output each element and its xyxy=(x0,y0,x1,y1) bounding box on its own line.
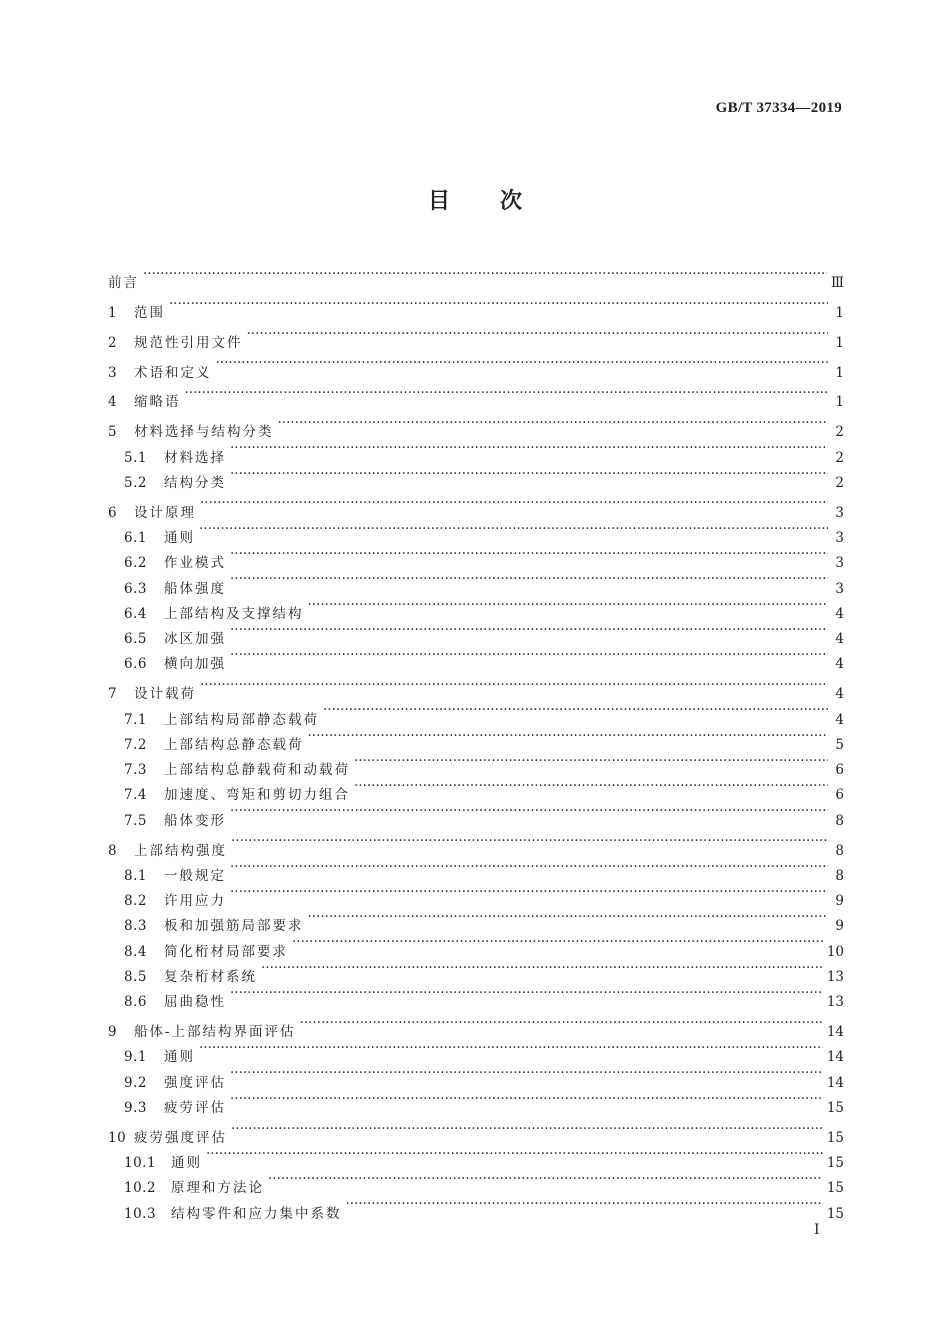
toc-dot-leader xyxy=(230,462,828,487)
toc-entry-number: 8.1 xyxy=(124,867,147,884)
toc-entry-title: 上部结构及支撑结构 xyxy=(164,605,304,622)
toc-entry-number: 8.6 xyxy=(124,994,147,1011)
toc-dot-leader xyxy=(308,593,829,618)
toc-entry-number: 6.2 xyxy=(124,555,147,572)
toc-entry-page: 2 xyxy=(835,474,844,491)
toc-entry-page: 4 xyxy=(835,631,844,648)
toc-entry-number: 6.3 xyxy=(124,580,147,597)
toc-entry-title: 通则 xyxy=(171,1155,202,1172)
toc-dot-leader xyxy=(231,829,828,854)
toc-entry-number: 7.2 xyxy=(124,736,147,753)
toc-entry-number: 9.1 xyxy=(124,1049,147,1066)
toc-entry-page: 15 xyxy=(826,1180,844,1197)
toc-entry-number: 3 xyxy=(108,364,118,381)
toc-dot-leader xyxy=(143,262,827,287)
toc-entry-page: 3 xyxy=(835,504,844,521)
toc-entry-page: 5 xyxy=(835,736,844,753)
toc-entry-page: 15 xyxy=(826,1129,844,1146)
toc-entry-page: 2 xyxy=(835,449,844,466)
toc-entry-number: 5.2 xyxy=(124,474,147,491)
toc-entry-page: 13 xyxy=(826,994,844,1011)
table-of-contents xyxy=(108,262,844,1222)
toc-entry-title: 冰区加强 xyxy=(164,631,226,648)
toc-entry-number: 6.6 xyxy=(124,656,147,673)
toc-entry[interactable] xyxy=(108,698,844,728)
toc-entry-page: 14 xyxy=(826,1049,844,1066)
toc-entry-title: 船体变形 xyxy=(164,812,226,829)
toc-entry-page: 4 xyxy=(835,686,844,703)
toc-entry-title: 缩略语 xyxy=(134,394,181,411)
toc-entry[interactable] xyxy=(108,381,844,411)
toc-entry-title: 结构分类 xyxy=(164,474,226,491)
toc-entry-page: 14 xyxy=(826,1074,844,1091)
toc-entry-page: 1 xyxy=(835,305,844,322)
toc-dot-leader xyxy=(230,542,828,567)
toc-entry[interactable] xyxy=(108,1142,844,1172)
toc-dot-leader xyxy=(230,981,823,1006)
toc-entry-page: 8 xyxy=(835,842,844,859)
toc-entry-page: 9 xyxy=(835,893,844,910)
toc-entry-title: 通则 xyxy=(164,529,195,546)
toc-entry-number: 7.1 xyxy=(124,711,147,728)
toc-entry-number: 7.3 xyxy=(124,762,147,779)
toc-entry[interactable] xyxy=(108,322,844,351)
toc-entry-page: 10 xyxy=(826,943,844,960)
toc-entry-page: 3 xyxy=(835,580,844,597)
toc-entry[interactable] xyxy=(108,1167,844,1197)
toc-entry-title: 上部结构局部静态载荷 xyxy=(164,711,319,728)
toc-entry-title: 复杂桁材系统 xyxy=(164,969,257,986)
toc-entry-page: 1 xyxy=(835,394,844,411)
toc-dot-leader xyxy=(200,491,828,516)
toc-entry-page: 1 xyxy=(835,364,844,381)
toc-dot-leader xyxy=(323,698,828,723)
toc-dot-leader xyxy=(230,436,828,461)
toc-entry-number: 6.1 xyxy=(124,529,147,546)
toc-entry-title: 设计原理 xyxy=(134,504,196,521)
toc-entry[interactable] xyxy=(108,673,844,703)
toc-entry[interactable] xyxy=(108,351,844,381)
toc-dot-leader xyxy=(169,292,828,317)
toc-dot-leader xyxy=(185,381,829,406)
toc-entry-page: 4 xyxy=(835,711,844,728)
toc-entry-title: 材料选择 xyxy=(164,449,226,466)
toc-entry-page: 4 xyxy=(835,656,844,673)
toc-dot-leader xyxy=(354,749,828,774)
toc-entry-title: 通则 xyxy=(164,1049,195,1066)
toc-entry-page: 14 xyxy=(826,1024,844,1041)
toc-entry-number: 6 xyxy=(108,504,118,521)
toc-entry-number: 8.4 xyxy=(124,943,147,960)
toc-entry-number: 6.5 xyxy=(124,631,147,648)
toc-dot-leader xyxy=(230,1061,823,1086)
toc-entry-number: 9 xyxy=(108,1024,118,1041)
toc-entry-title: 术语和定义 xyxy=(134,364,212,381)
toc-entry-title: 结构零件和应力集中系数 xyxy=(171,1205,342,1222)
toc-entry-number: 10.3 xyxy=(124,1205,157,1222)
toc-entry-title: 前言 xyxy=(108,275,139,292)
toc-entry[interactable] xyxy=(108,411,844,441)
toc-dot-leader xyxy=(206,1142,823,1167)
toc-entry[interactable] xyxy=(108,542,844,572)
toc-entry-page: 15 xyxy=(826,1100,844,1116)
toc-dot-leader xyxy=(199,517,828,542)
footer-page-number: I xyxy=(814,1222,820,1238)
toc-entry-page: 13 xyxy=(826,969,844,986)
toc-entry-page: Ⅲ xyxy=(830,275,844,292)
toc-entry-number: 5 xyxy=(108,424,118,441)
toc-dot-leader xyxy=(300,1011,823,1036)
toc-dot-leader xyxy=(247,322,829,347)
toc-entry-title: 上部结构总静态载荷 xyxy=(164,736,304,753)
toc-entry-title: 上部结构强度 xyxy=(134,842,227,859)
toc-entry-title: 疲劳评估 xyxy=(164,1100,226,1116)
toc-dot-leader xyxy=(199,1036,823,1061)
toc-entry-title: 板和加强筋局部要求 xyxy=(164,918,304,935)
toc-dot-leader xyxy=(230,799,828,824)
toc-entry-number: 10 xyxy=(108,1129,127,1146)
toc-entry-title: 一般规定 xyxy=(164,867,226,884)
toc-dot-leader xyxy=(230,855,828,880)
toc-entry-page: 8 xyxy=(835,812,844,829)
toc-entry-number: 7 xyxy=(108,686,118,703)
toc-entry-number: 8.2 xyxy=(124,893,147,910)
toc-entry[interactable] xyxy=(108,262,844,292)
toc-entry-page: 3 xyxy=(835,555,844,572)
toc-dot-leader xyxy=(308,905,829,930)
toc-entry-page: 15 xyxy=(826,1205,844,1222)
toc-entry-page: 6 xyxy=(835,787,844,804)
toc-entry-title: 横向加强 xyxy=(164,656,226,673)
toc-entry-page: 6 xyxy=(835,762,844,779)
toc-dot-leader xyxy=(216,351,829,376)
toc-entry-page: 4 xyxy=(835,605,844,622)
toc-dot-leader xyxy=(230,643,828,668)
toc-entry[interactable] xyxy=(108,491,844,521)
toc-dot-leader xyxy=(278,411,829,436)
toc-entry-number: 8.3 xyxy=(124,918,147,935)
toc-entry-title: 许用应力 xyxy=(164,893,226,910)
toc-entry-title: 设计载荷 xyxy=(134,686,196,703)
toc-entry[interactable] xyxy=(108,517,844,546)
toc-entry-title: 船体强度 xyxy=(164,580,226,597)
toc-entry-page: 2 xyxy=(835,424,844,441)
toc-entry-number: 10.1 xyxy=(124,1155,157,1172)
toc-dot-leader xyxy=(346,1192,823,1217)
toc-entry-number: 8 xyxy=(108,842,118,859)
toc-entry-number: 7.5 xyxy=(124,812,147,829)
toc-entry-title: 疲劳强度评估 xyxy=(134,1129,227,1146)
toc-dot-leader xyxy=(230,618,828,643)
toc-entry-number: 5.1 xyxy=(124,449,147,466)
toc-entry-number: 9.2 xyxy=(124,1074,147,1091)
toc-dot-leader xyxy=(230,567,828,592)
toc-dot-leader xyxy=(200,673,828,698)
toc-entry-page: 1 xyxy=(835,334,844,351)
toc-entry-number: 10.2 xyxy=(124,1180,157,1197)
toc-entry-page: 3 xyxy=(835,529,844,546)
toc-entry-page: 8 xyxy=(835,867,844,884)
toc-entry-title: 材料选择与结构分类 xyxy=(134,424,274,441)
toc-entry-number: 6.4 xyxy=(124,605,147,622)
toc-entry-page: 9 xyxy=(835,918,844,935)
toc-entry-number: 4 xyxy=(108,394,118,411)
toc-dot-leader xyxy=(308,724,829,749)
toc-entry-title: 强度评估 xyxy=(164,1074,226,1091)
toc-entry-title: 上部结构总静载荷和动载荷 xyxy=(164,762,350,779)
toc-dot-leader xyxy=(354,774,828,799)
toc-entry-number: 9.3 xyxy=(124,1100,147,1116)
toc-entry-title: 屈曲稳性 xyxy=(164,994,226,1011)
toc-entry-title: 规范性引用文件 xyxy=(134,334,243,351)
toc-entry-number: 8.5 xyxy=(124,969,147,986)
toc-entry-number: 2 xyxy=(108,334,118,351)
toc-entry-page: 15 xyxy=(826,1155,844,1172)
toc-entry[interactable] xyxy=(108,292,844,322)
toc-dot-leader xyxy=(261,956,823,981)
toc-entry-title: 加速度、弯矩和剪切力组合 xyxy=(164,787,350,804)
toc-dot-leader xyxy=(231,1117,823,1142)
page-title: 目次 xyxy=(427,189,572,214)
toc-entry-title: 范围 xyxy=(134,305,165,322)
toc-entry-number: 1 xyxy=(108,305,118,322)
toc-entry-title: 原理和方法论 xyxy=(171,1180,264,1197)
toc-dot-leader xyxy=(268,1167,823,1192)
toc-entry-title: 作业模式 xyxy=(164,555,226,572)
toc-dot-leader xyxy=(230,880,828,905)
toc-entry-title: 船体-上部结构界面评估 xyxy=(134,1024,296,1041)
standard-number: GB/T 37334—2019 xyxy=(715,100,842,116)
toc-dot-leader xyxy=(292,930,823,955)
toc-entry-number: 7.4 xyxy=(124,787,147,804)
toc-entry[interactable] xyxy=(108,1061,844,1091)
toc-dot-leader xyxy=(230,1087,823,1112)
toc-entry[interactable] xyxy=(108,1036,844,1066)
toc-entry-title: 简化桁材局部要求 xyxy=(164,943,288,960)
